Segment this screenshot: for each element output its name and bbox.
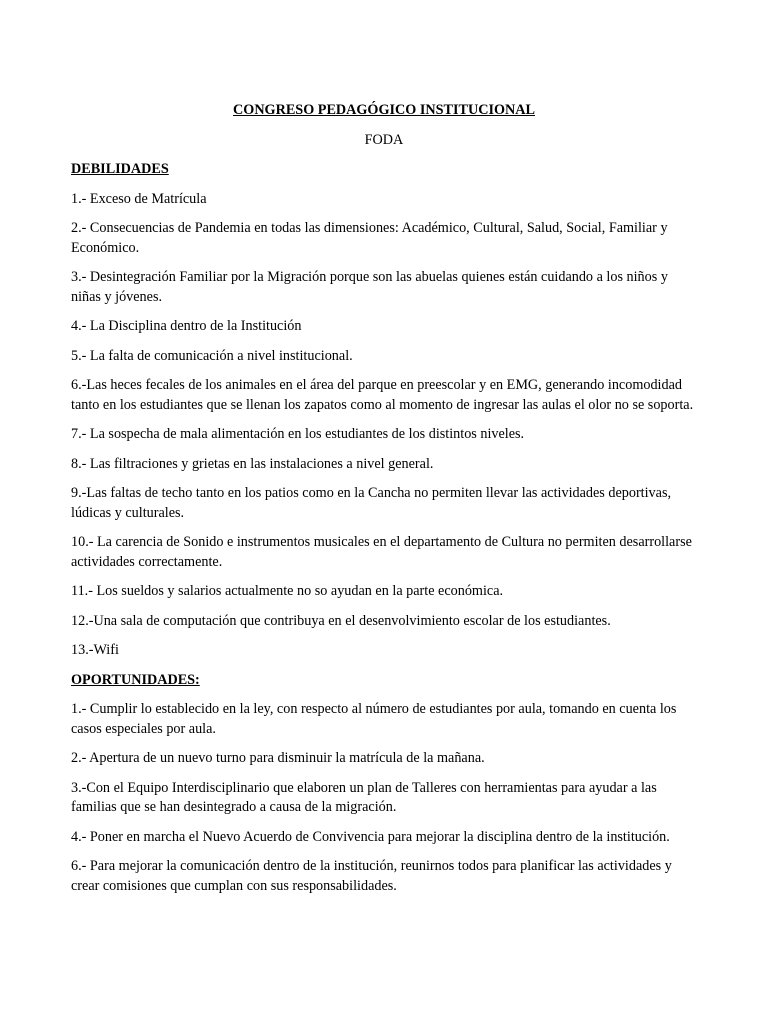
document-subtitle: FODA [364,131,404,148]
list-item: 6.- Para mejorar la comunicación dentro de la institución, reunirnos todos para planificar las actividades y crear comisiones que cumplan con sus responsabilidades. [71,858,672,894]
list-item: 2.- Apertura de un nuevo turno para disminuir la matrícula de la mañana. [71,750,485,766]
list-item: 9.-Las faltas de techo tanto en los patios como en la Cancha no permiten llevar las actividades deportivas, lúdicas y culturales. [71,485,672,521]
list-item: 4.- Poner en marcha el Nuevo Acuerdo de Convivencia para mejorar la disciplina dentro de la institución. [71,828,670,845]
list-item: 10.- La carencia de Sonido e instrumentos musicales en el departamento de Cultura no permiten desarrollarse actividades correctamente. [71,534,692,570]
list-item: 12.-Una sala de computación que contribuya en el desenvolvimiento escolar de los estudiantes. [71,612,611,629]
list-item: 1.- Exceso de Matrícula [71,190,207,207]
document-page [71,101,697,906]
list-item: 13.-Wifi [71,642,119,658]
list-item: 8.- Las filtraciones y grietas en las instalaciones a nivel general. [71,455,434,472]
list-item: 6.-Las heces fecales de los animales en el área del parque en preescolar y en EMG, generando incomodidad tanto en los estudiantes que se llenan los zapatos como al momento de ingresar las aulas el olor no se soporta. [71,377,694,413]
list-item: 3.-Con el Equipo Interdisciplinario que elaboren un plan de Talleres con herramientas para ayudar a las familias que se han desintegrado a causa de la migración. [71,779,657,815]
list-item: 4.- La Disciplina dentro de la Institución [71,318,302,334]
section-debilidades [71,160,697,661]
document-title: CONGRESO PEDAGÓGICO INSTITUCIONAL [233,102,535,118]
list-item: 5.- La falta de comunicación a nivel institucional. [71,347,353,364]
list-item: 11.- Los sueldos y salarios actualmente no so ayudan en la parte económica. [71,583,504,599]
list-item: 3.- Desintegración Familiar por la Migración porque son las abuelas quienes están cuidando a los niños y niñas y jóvenes. [71,269,668,305]
section-heading: OPORTUNIDADES: [71,671,200,688]
list-item: 1.- Cumplir lo establecido en la ley, con respecto al número de estudiantes por aula, tomando en cuenta los casos especiales por aula. [71,701,677,737]
list-item: 7.- La sospecha de mala alimentación en los estudiantes de los distintos niveles. [71,426,525,442]
list-item: 2.- Consecuencias de Pandemia en todas las dimensiones: Académico, Cultural, Salud, Social, Familiar y Económico. [71,220,668,256]
section-heading: DEBILIDADES [71,161,169,177]
section-oportunidades [71,671,697,897]
